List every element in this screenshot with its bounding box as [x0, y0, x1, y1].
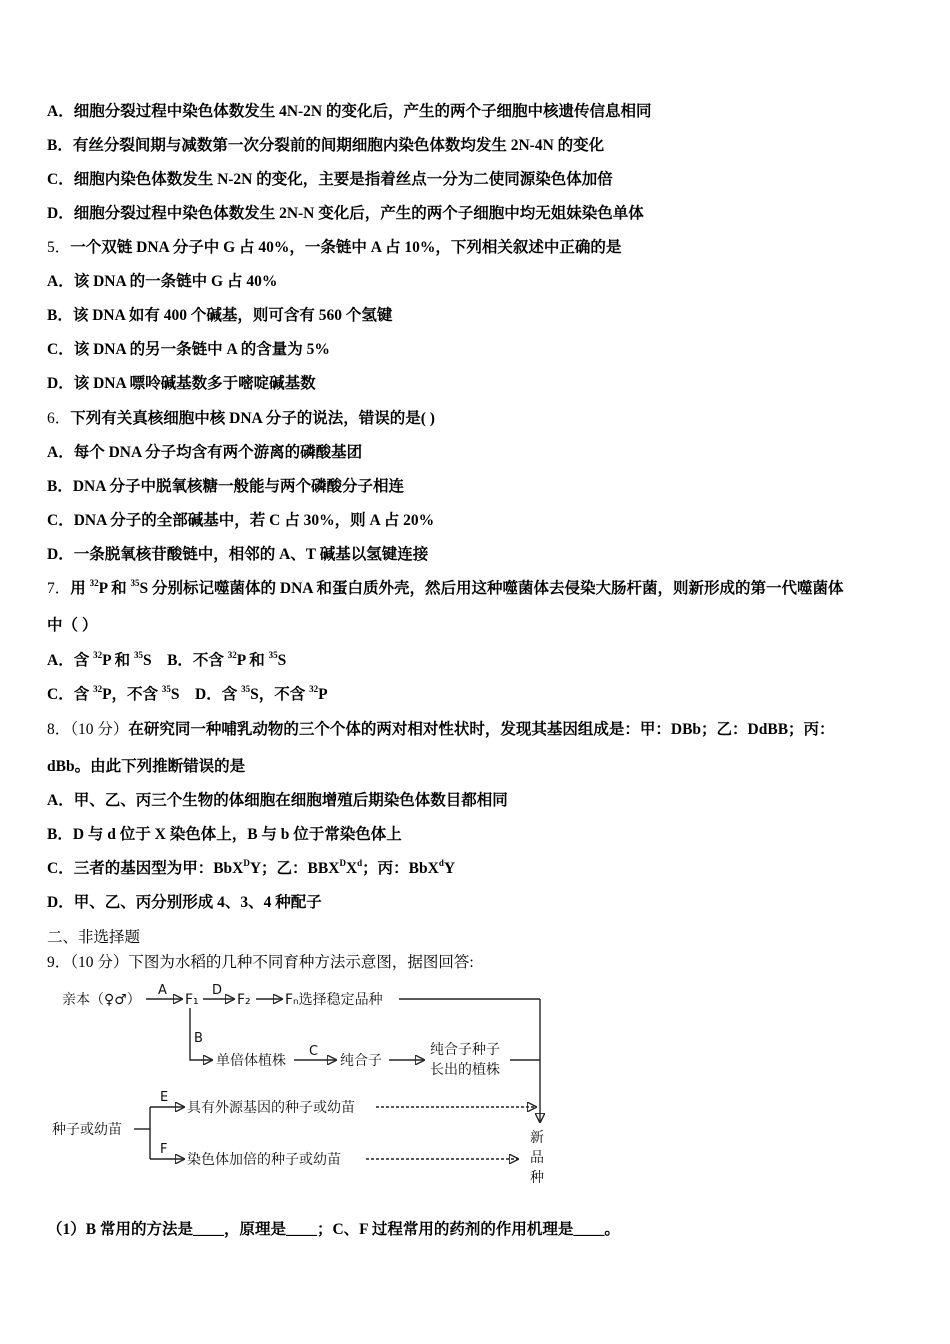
- q7-option-part: P 和: [102, 652, 134, 669]
- q7-option-part: P 和: [236, 652, 269, 669]
- new-variety-char-2: 品: [530, 1150, 544, 1166]
- q5-option-c: C．该 DNA 的另一条链中 A 的含量为 5%: [47, 341, 330, 358]
- q9-number: 9．（10 分）: [47, 954, 129, 971]
- q8-option-a: A．甲、乙、丙三个生物的体细胞在细胞增殖后期染色体数目都相同: [47, 792, 508, 809]
- q5-stem-text: 一个双链 DNA 分子中 G 占 40%，一条链中 A 占 10%，下列相关叙述中正确的是: [70, 239, 622, 256]
- q7-options-ab: [47, 650, 286, 672]
- q7-superscript: 32: [227, 650, 237, 660]
- q7-option-part: S B．不含: [142, 652, 228, 669]
- q4-option-a: A．细胞分裂过程中染色体数发生 4N-2N 的变化后，产生的两个子细胞中核遗传信息相同: [47, 103, 652, 120]
- fn-select-label: Fₙ选择稳定品种: [285, 992, 383, 1008]
- q7-stem-part: P 和: [98, 580, 131, 597]
- q7-option-part: A．含: [47, 652, 94, 669]
- q7-superscript: 32: [89, 578, 99, 588]
- q5-number: 5．: [47, 239, 71, 256]
- haploid-label: 单倍体植株: [216, 1053, 286, 1069]
- label-f: F: [160, 1142, 168, 1157]
- q7-superscript: 32: [93, 684, 103, 694]
- homo-seed-label-1: 纯合子种子: [430, 1042, 500, 1058]
- q8-superscript: D: [339, 858, 346, 868]
- q8-option-part: Y: [443, 860, 456, 877]
- homo-seed-label-2: 长出的植株: [430, 1062, 500, 1078]
- q7-stem: [47, 578, 844, 600]
- q8-superscript: d: [438, 858, 444, 868]
- q7-options-cd: [47, 684, 328, 706]
- q7-superscript: 35: [161, 684, 171, 694]
- q8-stem-text: 在研究同一种哺乳动物的三个个体的两对相对性状时，发现其基因组成是：甲：DBb；乙：DdBB；丙：: [128, 721, 835, 738]
- q4-option-b: B．有丝分裂间期与减数第一次分裂前的间期细胞内染色体数均发生 2N-4N 的变化: [47, 137, 605, 154]
- q5-option-b: B．该 DNA 如有 400 个碱基，则可含有 560 个氢键: [47, 307, 393, 324]
- q6-stem: [47, 408, 435, 430]
- q6-stem-text: 下列有关真核细胞中核 DNA 分子的说法，错误的是( ): [70, 410, 435, 427]
- q8-superscript: d: [357, 858, 363, 868]
- homozygote-label: 纯合子: [340, 1053, 382, 1069]
- parent-label: 亲本（♀♂）: [62, 992, 141, 1008]
- foreign-gene-label: 具有外源基因的种子或幼苗: [187, 1100, 355, 1116]
- q8-number: 8．（10 分）: [47, 721, 129, 738]
- q8-superscript: D: [243, 858, 250, 868]
- q7-option-part: S D．含: [170, 686, 242, 703]
- q7-option-part: P，不含: [102, 686, 162, 703]
- f2-label: F₂: [237, 992, 251, 1008]
- new-variety-char-3: 种: [530, 1170, 544, 1186]
- q7-superscript: 32: [93, 650, 103, 660]
- q6-option-a: A．每个 DNA 分子均含有两个游离的磷酸基团: [47, 444, 363, 461]
- q8-option-c: [47, 858, 455, 880]
- q8-option-b: B．D 与 d 位于 X 染色体上，B 与 b 位于常染色体上: [47, 826, 402, 843]
- q4-option-c: C．细胞内染色体数发生 N-2N 的变化，主要是指着丝点一分为二使同源染色体加倍: [47, 171, 613, 188]
- q7-option-part: P: [318, 686, 328, 703]
- q7-superscript: 35: [241, 684, 251, 694]
- label-d: D: [212, 983, 223, 998]
- q7-stem-part: S 分别标记噬菌体的 DNA 和蛋白质外壳，然后用这种噬菌体去侵染大肠杆菌，则新形成的第一代噬菌体: [139, 580, 844, 597]
- doubled-label: 染色体加倍的种子或幼苗: [187, 1152, 341, 1168]
- q7-stem-part: 用: [70, 580, 90, 597]
- q4-option-d: D．细胞分裂过程中染色体数发生 2N-N 变化后，产生的两个子细胞中均无姐妹染色单体: [47, 205, 644, 222]
- q8-option-d: D．甲、乙、丙分别形成 4、3、4 种配子: [47, 894, 322, 911]
- q5-stem: [47, 237, 621, 259]
- q7-superscript: 35: [133, 650, 143, 660]
- section-title: 二、非选择题: [47, 929, 141, 946]
- q7-superscript: 35: [268, 650, 278, 660]
- q5-option-a: A．该 DNA 的一条链中 G 占 40%: [47, 273, 278, 290]
- f1-label: F₁: [185, 992, 199, 1008]
- q6-option-d: D．一条脱氧核苷酸链中，相邻的 A、T 碱基以氢键连接: [47, 546, 429, 563]
- q6-option-b: B．DNA 分子中脱氧核糖一般能与两个磷酸分子相连: [47, 478, 404, 495]
- q7-option-part: S: [277, 652, 287, 669]
- q8-option-part: Y；乙：BBX: [249, 860, 340, 877]
- q7-superscript: 32: [309, 684, 319, 694]
- breeding-methods-diagram: [44, 982, 564, 1192]
- seed-seedling-label: 种子或幼苗: [52, 1122, 122, 1138]
- q8-stem: [47, 719, 835, 741]
- q9-stem-text: 下图为水稻的几种不同育种方法示意图，据图回答:: [128, 954, 474, 971]
- q7-option-part: S，不含: [250, 686, 310, 703]
- label-a: A: [158, 983, 167, 998]
- label-c: C: [309, 1044, 319, 1059]
- label-b: B: [194, 1031, 203, 1046]
- q6-option-c: C．DNA 分子的全部碱基中，若 C 占 30%，则 A 占 20%: [47, 512, 435, 529]
- q6-number: 6．: [47, 410, 71, 427]
- q9-subquestion-1: （1）B 常用的方法是____，原理是____；C、F 过程常用的药剂的作用机理是____。: [47, 1221, 620, 1238]
- label-e: E: [160, 1090, 169, 1105]
- q8-option-part: ；丙：BbX: [362, 860, 439, 877]
- q8-option-part: C．三者的基因型为甲：BbX: [47, 860, 244, 877]
- q7-superscript: 35: [130, 578, 140, 588]
- q9-stem: [47, 952, 474, 974]
- q7-stem-line2: 中（ ）: [47, 617, 98, 634]
- q7-option-part: C．含: [47, 686, 94, 703]
- q7-number: 7．: [47, 580, 71, 597]
- q8-option-part: X: [345, 860, 358, 877]
- q5-option-d: D．该 DNA 嘌呤碱基数多于嘧啶碱基数: [47, 375, 316, 392]
- new-variety-char-1: 新: [530, 1130, 544, 1146]
- q8-stem-line2: dBb。由此下列推断错误的是: [47, 758, 246, 775]
